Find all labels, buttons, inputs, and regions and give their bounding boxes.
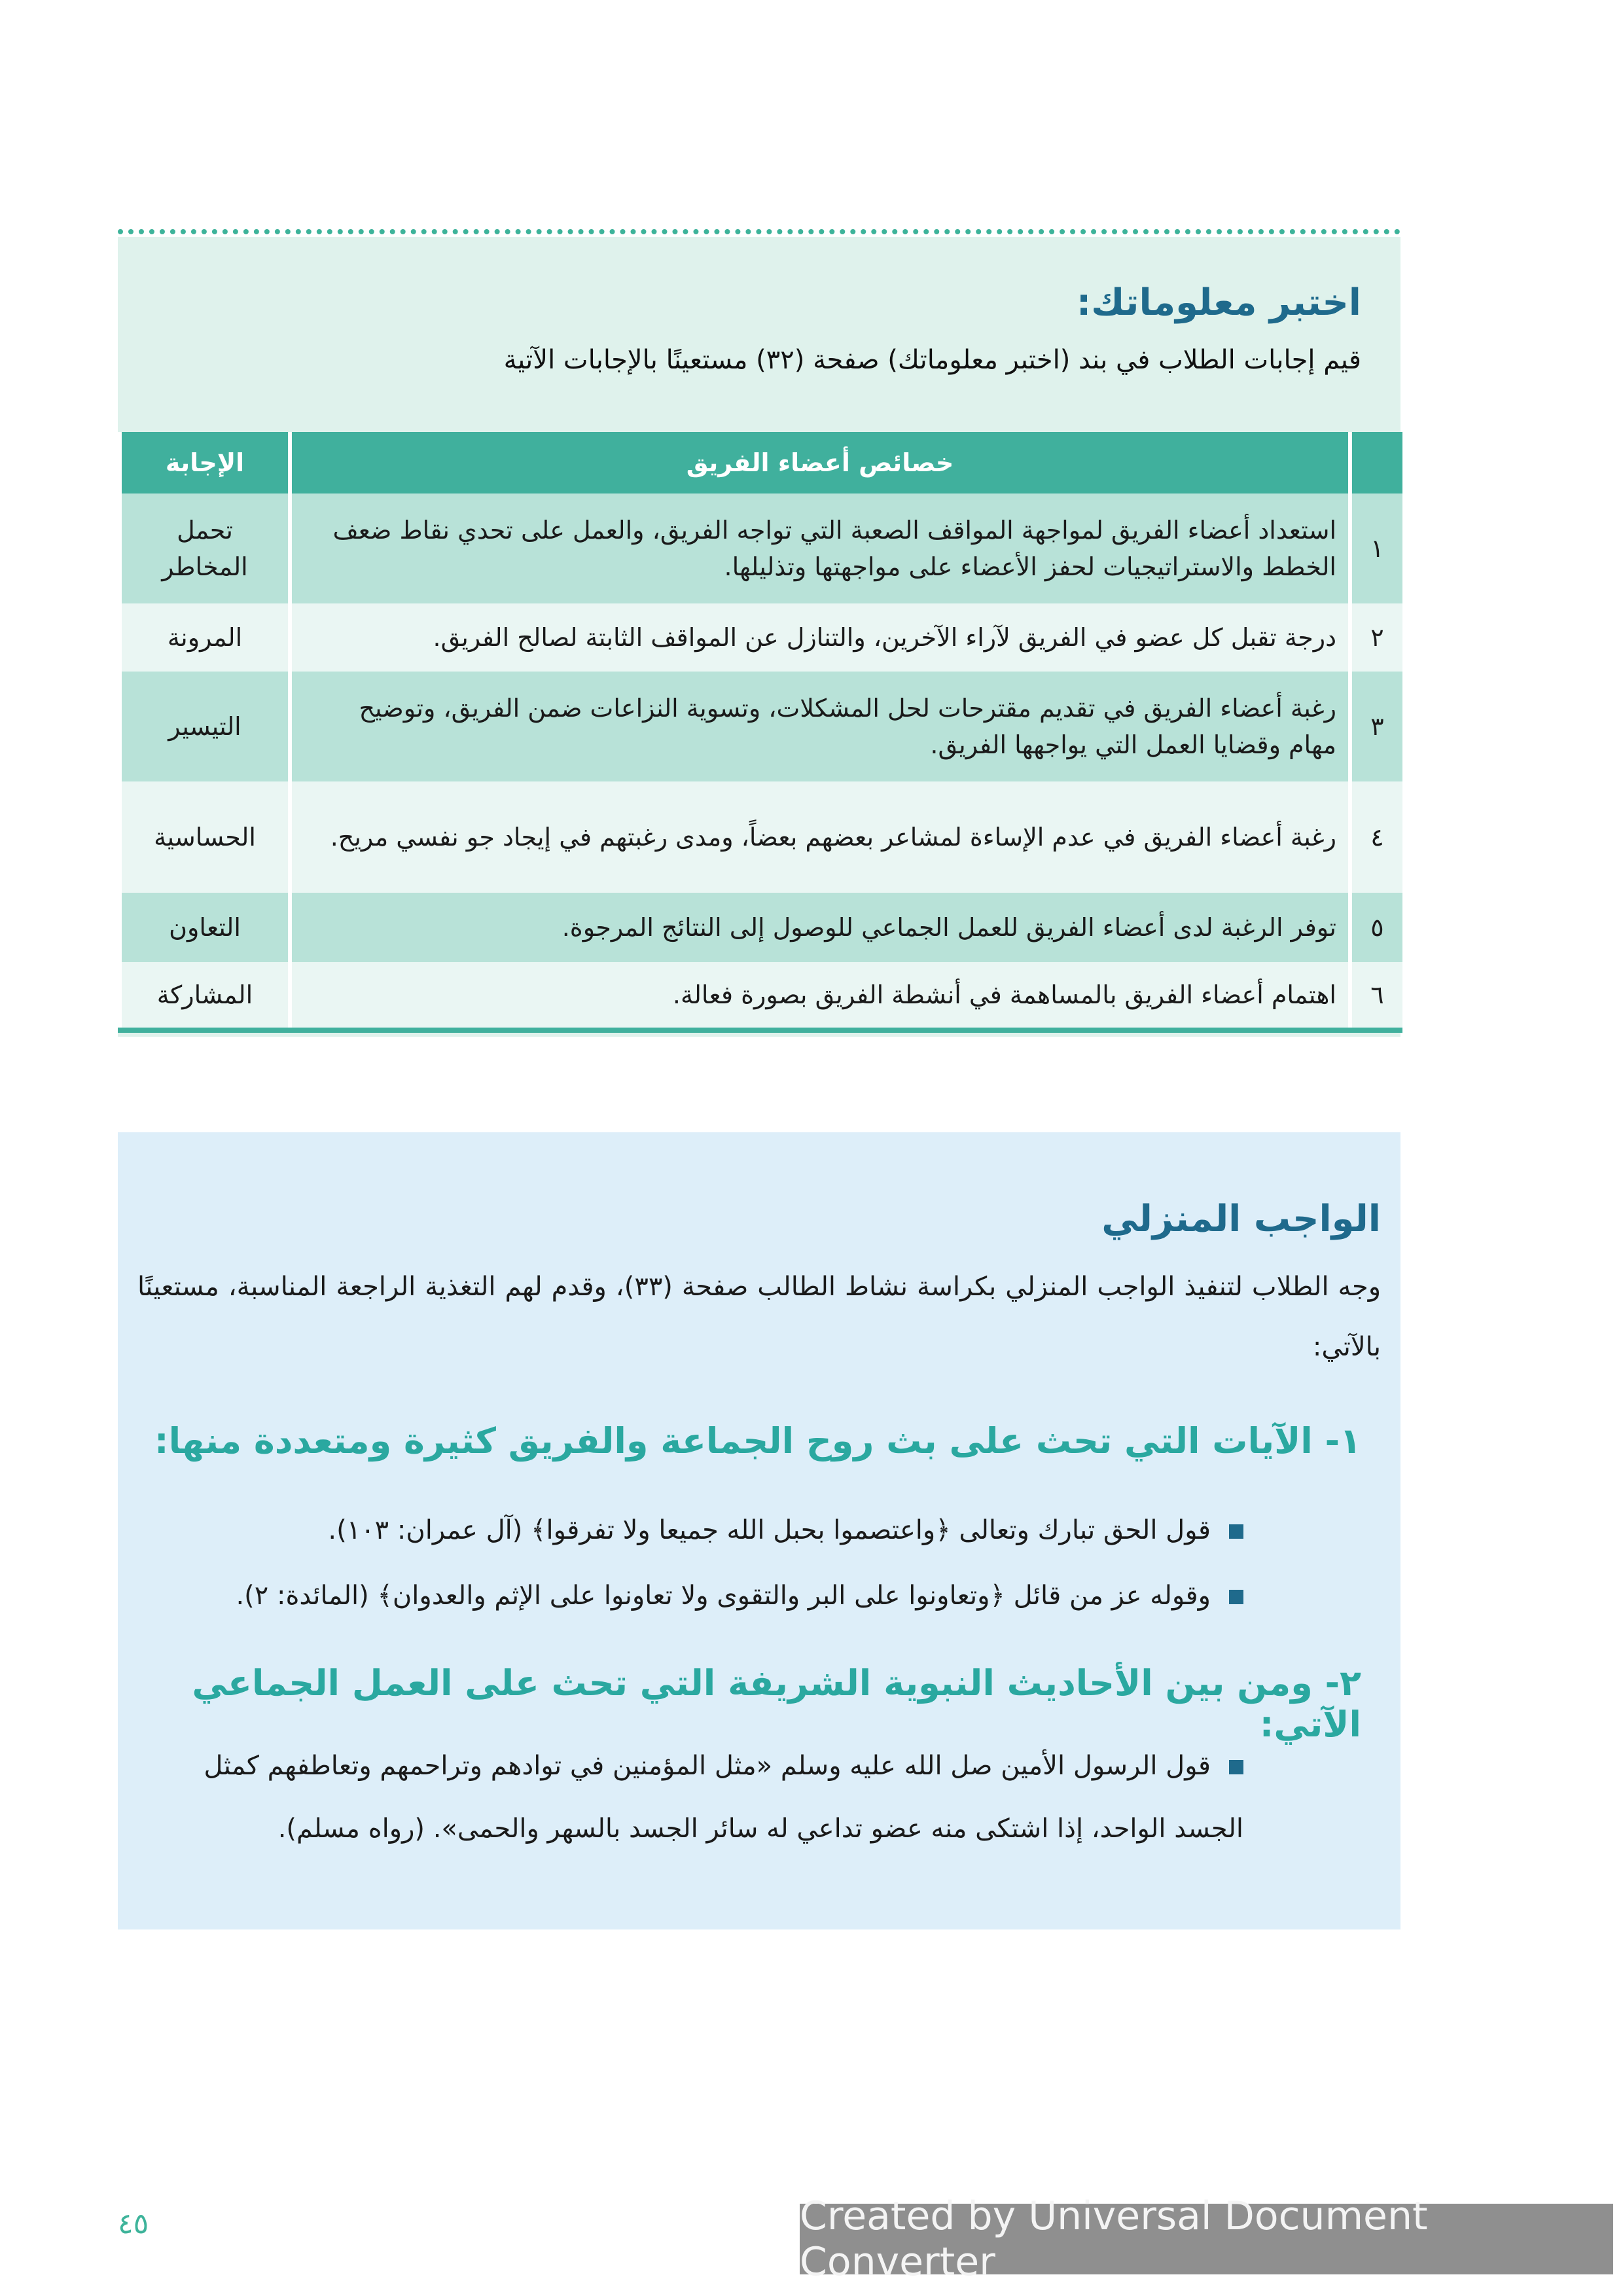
hadith-text: قول الرسول الأمين صل الله عليه وسلم «مثل المؤمنين في توادهم وتراحمهم وتعاطفهم كمثل الجسد الواحد، إذا اشتكى منه عضو تداعي له سائر الجسد بالسهر والحمى». (رواه مسلم). (204, 1751, 1243, 1844)
traits-column-header: خصائص أعضاء الفريق (290, 432, 1350, 493)
traits-table (118, 432, 1402, 1033)
row-number: ٢ (1350, 603, 1402, 672)
page-number: ٤٥ (118, 2207, 149, 2240)
trait-answer: المرونة (120, 603, 290, 672)
table-row (120, 672, 1402, 781)
trait-answer: التعاون (120, 893, 290, 962)
trait-description: توفر الرغبة لدى أعضاء الفريق للعمل الجماعي للوصول إلى النتائج المرجوة. (290, 893, 1350, 962)
square-bullet-icon (1229, 1760, 1243, 1774)
table-row (120, 893, 1402, 962)
table-row (120, 781, 1402, 893)
list-item (170, 1564, 1243, 1627)
square-bullet-icon (1229, 1524, 1243, 1539)
trait-answer: الحساسية (120, 781, 290, 893)
row-number: ٦ (1350, 962, 1402, 1030)
row-number: ١ (1350, 493, 1402, 603)
list-item (170, 1499, 1243, 1562)
dotted-divider (118, 229, 1400, 234)
trait-description: استعداد أعضاء الفريق لمواجهة المواقف الصعبة التي تواجه الفريق، والعمل على تحدي نقاط ضعف الخطط والاستراتيجيات لحفز الأعضاء على مواجهتها وتذليلها. (290, 493, 1350, 603)
verse-text: قول الحق تبارك وتعالى ﴿واعتصموا بحبل الله جميعا ولا تفرقوا﴾ (آل عمران: ١٠٣). (328, 1515, 1211, 1545)
test-your-knowledge-panel (118, 237, 1400, 1037)
verse-text: وقوله عز من قائل ﴿وتعاونوا على البر والتقوى ولا تعاونوا على الإثم والعدوان﴾ (المائدة: ٢). (236, 1581, 1211, 1611)
table-header-row (120, 432, 1402, 493)
row-number: ٣ (1350, 672, 1402, 781)
row-number: ٥ (1350, 893, 1402, 962)
homework-instructions: وجه الطلاب لتنفيذ الواجب المنزلي بكراسة نشاط الطالب صفحة (٣٣)، وقدم لهم التغذية الراجعة المناسبة، مستعينًا بالآتي: (137, 1272, 1382, 1362)
trait-answer: المشاركة (120, 962, 290, 1030)
table-row (120, 493, 1402, 603)
verses-heading: ١- الآيات التي تحث على بث روح الجماعة والفريق كثيرة ومتعددة منها: (154, 1420, 1361, 1462)
trait-answer: تحمل المخاطر (120, 493, 290, 603)
square-bullet-icon (1229, 1590, 1243, 1604)
list-item (170, 1734, 1243, 1860)
quiz-intro: قيم إجابات الطلاب في بند (اختبر معلوماتك) صفحة (٣٢) مستعينًا بالإجابات الآتية (503, 345, 1361, 375)
trait-description: اهتمام أعضاء الفريق بالمساهمة في أنشطة الفريق بصورة فعالة. (290, 962, 1350, 1030)
homework-title: الواجب المنزلي (1101, 1198, 1381, 1240)
quiz-title: اختبر معلوماتك: (1076, 281, 1361, 324)
row-number: ٤ (1350, 781, 1402, 893)
table-row (120, 962, 1402, 1030)
converter-watermark: Created by Universal Document Converter (800, 2204, 1613, 2274)
table-row (120, 603, 1402, 672)
trait-description: درجة تقبل كل عضو في الفريق لآراء الآخرين، والتنازل عن المواقف الثابتة لصالح الفريق. (290, 603, 1350, 672)
number-column-header (1350, 432, 1402, 493)
answer-column-header: الإجابة (120, 432, 290, 493)
hadith-heading: ٢- ومن بين الأحاديث النبوية الشريفة التي تحث على العمل الجماعي الآتي: (192, 1662, 1361, 1745)
trait-description: رغبة أعضاء الفريق في عدم الإساءة لمشاعر بعضهم بعضاً، ومدى رغبتهم في إيجاد جو نفسي مريح. (290, 781, 1350, 893)
trait-description: رغبة أعضاء الفريق في تقديم مقترحات لحل المشكلات، وتسوية النزاعات ضمن الفريق، وتوضيح مهام وقضايا العمل التي يواجهها الفريق. (290, 672, 1350, 781)
trait-answer: التيسير (120, 672, 290, 781)
homework-panel (118, 1132, 1400, 1929)
